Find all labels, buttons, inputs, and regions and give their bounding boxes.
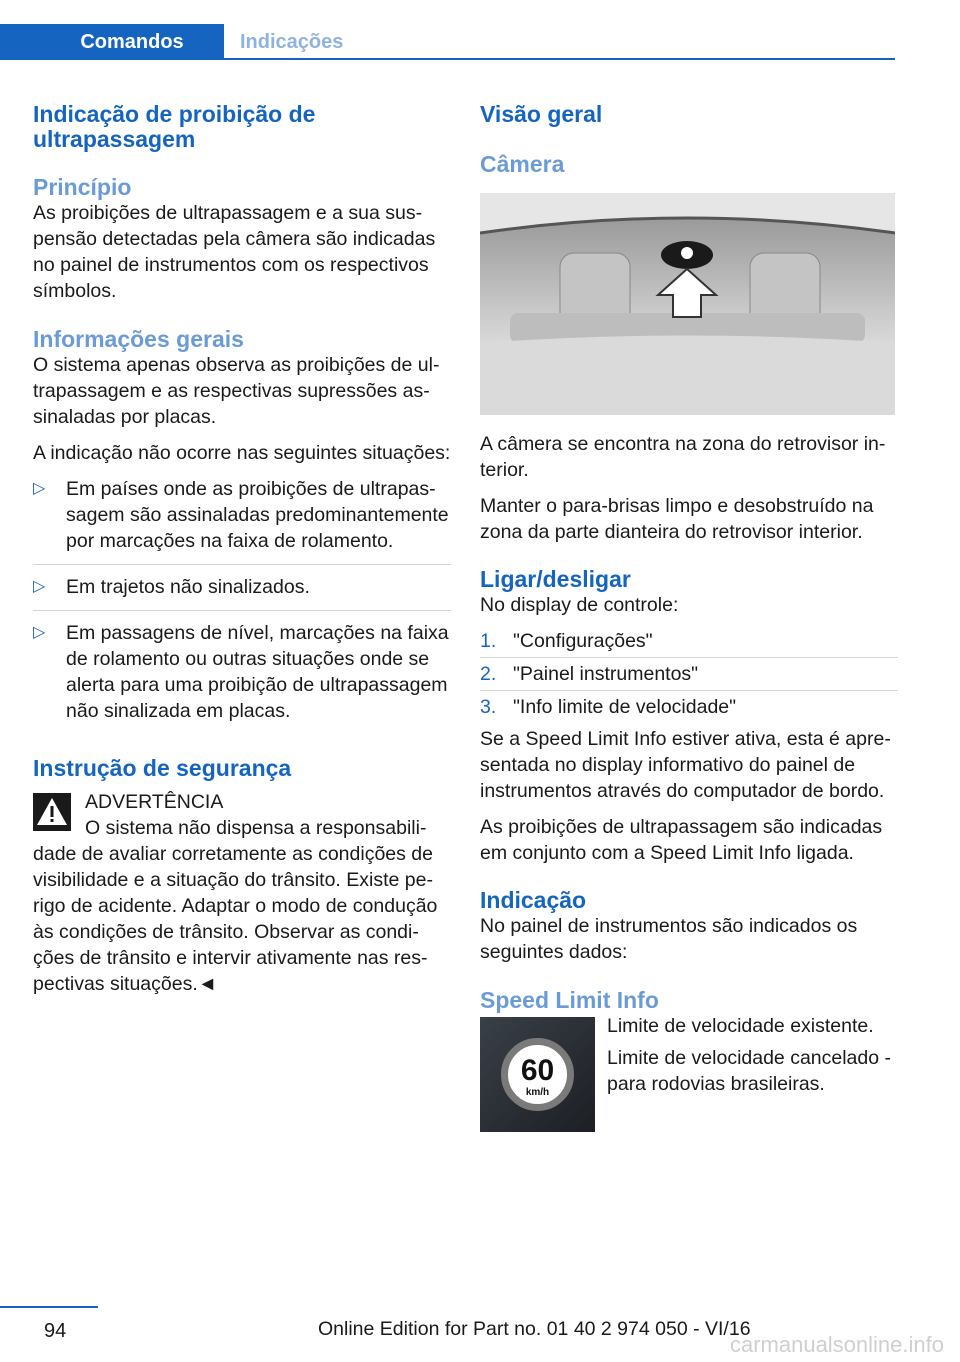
indication-heading: Indicação (480, 887, 587, 913)
safety-heading: Instrução de segurança (33, 755, 292, 781)
general-heading: Informações gerais (33, 326, 244, 352)
speed-limit-sign-icon (480, 1017, 595, 1132)
camera-text-2: Manter o para-brisas limpo e desobstruído na zona da parte dianteira do retrovisor interior. (480, 495, 874, 543)
sign-unit: km/h (525, 1087, 550, 1098)
page-number: 94 (44, 1320, 67, 1342)
speed-limit-row (480, 1013, 898, 1133)
triangle-bullet-icon: ▷ (33, 480, 46, 497)
triangle-bullet-icon: ▷ (33, 578, 46, 595)
edition-text: Online Edition for Part no. 01 40 2 974 050 - VI/16 (318, 1318, 751, 1340)
header-tabs (0, 24, 895, 60)
list-item: ▷ Em países onde as proibições de ultrapassagem são assinaladas predominantemente por marcações na faixa de rolamento. (33, 476, 451, 565)
list-item: ▷ Em trajetos não sinalizados. (33, 574, 451, 611)
camera-text-1: A câmera se encontra na zona do retrovisor interior. (480, 433, 886, 481)
sli-text-2: Limite de velocidade cancelado - para rodovias brasileiras. (607, 1047, 892, 1095)
list-item: 1. "Configurações" (480, 628, 898, 658)
intro-text: A indicação não ocorre nas seguintes situações: (33, 442, 451, 464)
tab-indicacoes[interactable]: Indicações (240, 30, 344, 53)
onoff-heading: Ligar/desligar (480, 566, 631, 592)
overview-heading: Visão geral (480, 101, 603, 127)
sli-heading: Speed Limit Info (480, 987, 659, 1013)
list-item: 2. "Painel instrumentos" (480, 661, 898, 691)
principle-text: As proibições de ultrapassagem e a sua suspensão detectadas pela câmera são indicadas no painel de instrumentos com os respectivos símbolos. (33, 202, 436, 302)
warning-block (33, 789, 451, 997)
principle-heading: Princípio (33, 174, 132, 200)
speed-limit-text (607, 1013, 897, 1097)
tab-comandos[interactable]: Comandos (0, 24, 224, 60)
header-rule (224, 58, 895, 60)
left-column (33, 102, 451, 997)
sign-value: 60 (520, 1054, 555, 1087)
warning-text: O sistema não dispensa a responsabilidade de avaliar corretamente as condições de visibilidade e a situação do trânsito. Existe perigo de acidente. Adaptar o modo de condução às condições de trânsito. Observar as condições de trânsito e intervir ativamente nas respectivas situações.◄ (33, 817, 438, 995)
camera-photo (480, 193, 895, 415)
warning-triangle-icon (33, 793, 71, 831)
list-item: ▷ Em passagens de nível, marcações na faixa de rolamento ou outras situações onde se alerta para uma proibição de ultrapassagem não sinalizada em placas. (33, 622, 449, 722)
camera-heading: Câmera (480, 151, 565, 177)
indication-text: No painel de instrumentos são indicados os seguintes dados: (480, 915, 858, 963)
general-text: O sistema apenas observa as proibições de ultrapassagem e as respectivas supressões assinaladas por placas. (33, 354, 440, 428)
onoff-text-2: As proibições de ultrapassagem são indicadas em conjunto com a Speed Limit Info ligada. (480, 816, 883, 864)
situations-list (33, 476, 451, 734)
steps-list (480, 628, 898, 723)
triangle-bullet-icon: ▷ (33, 624, 46, 641)
sli-text-1: Limite de velocidade existente. (607, 1015, 874, 1037)
onoff-intro: No display de controle: (480, 594, 679, 616)
section-title: Indicação de proibição de ultrapassagem (33, 101, 316, 152)
right-column (480, 102, 898, 1133)
list-item: 3. "Info limite de velocidade" (480, 696, 737, 718)
onoff-text-1: Se a Speed Limit Info estiver ativa, esta é apresentada no display informativo do painel de instrumentos através do computador de bordo. (480, 728, 891, 802)
watermark: carmanualsonline.info (729, 1332, 944, 1357)
warning-label: ADVERTÊNCIA (85, 791, 224, 813)
footer-rule (0, 1306, 98, 1308)
